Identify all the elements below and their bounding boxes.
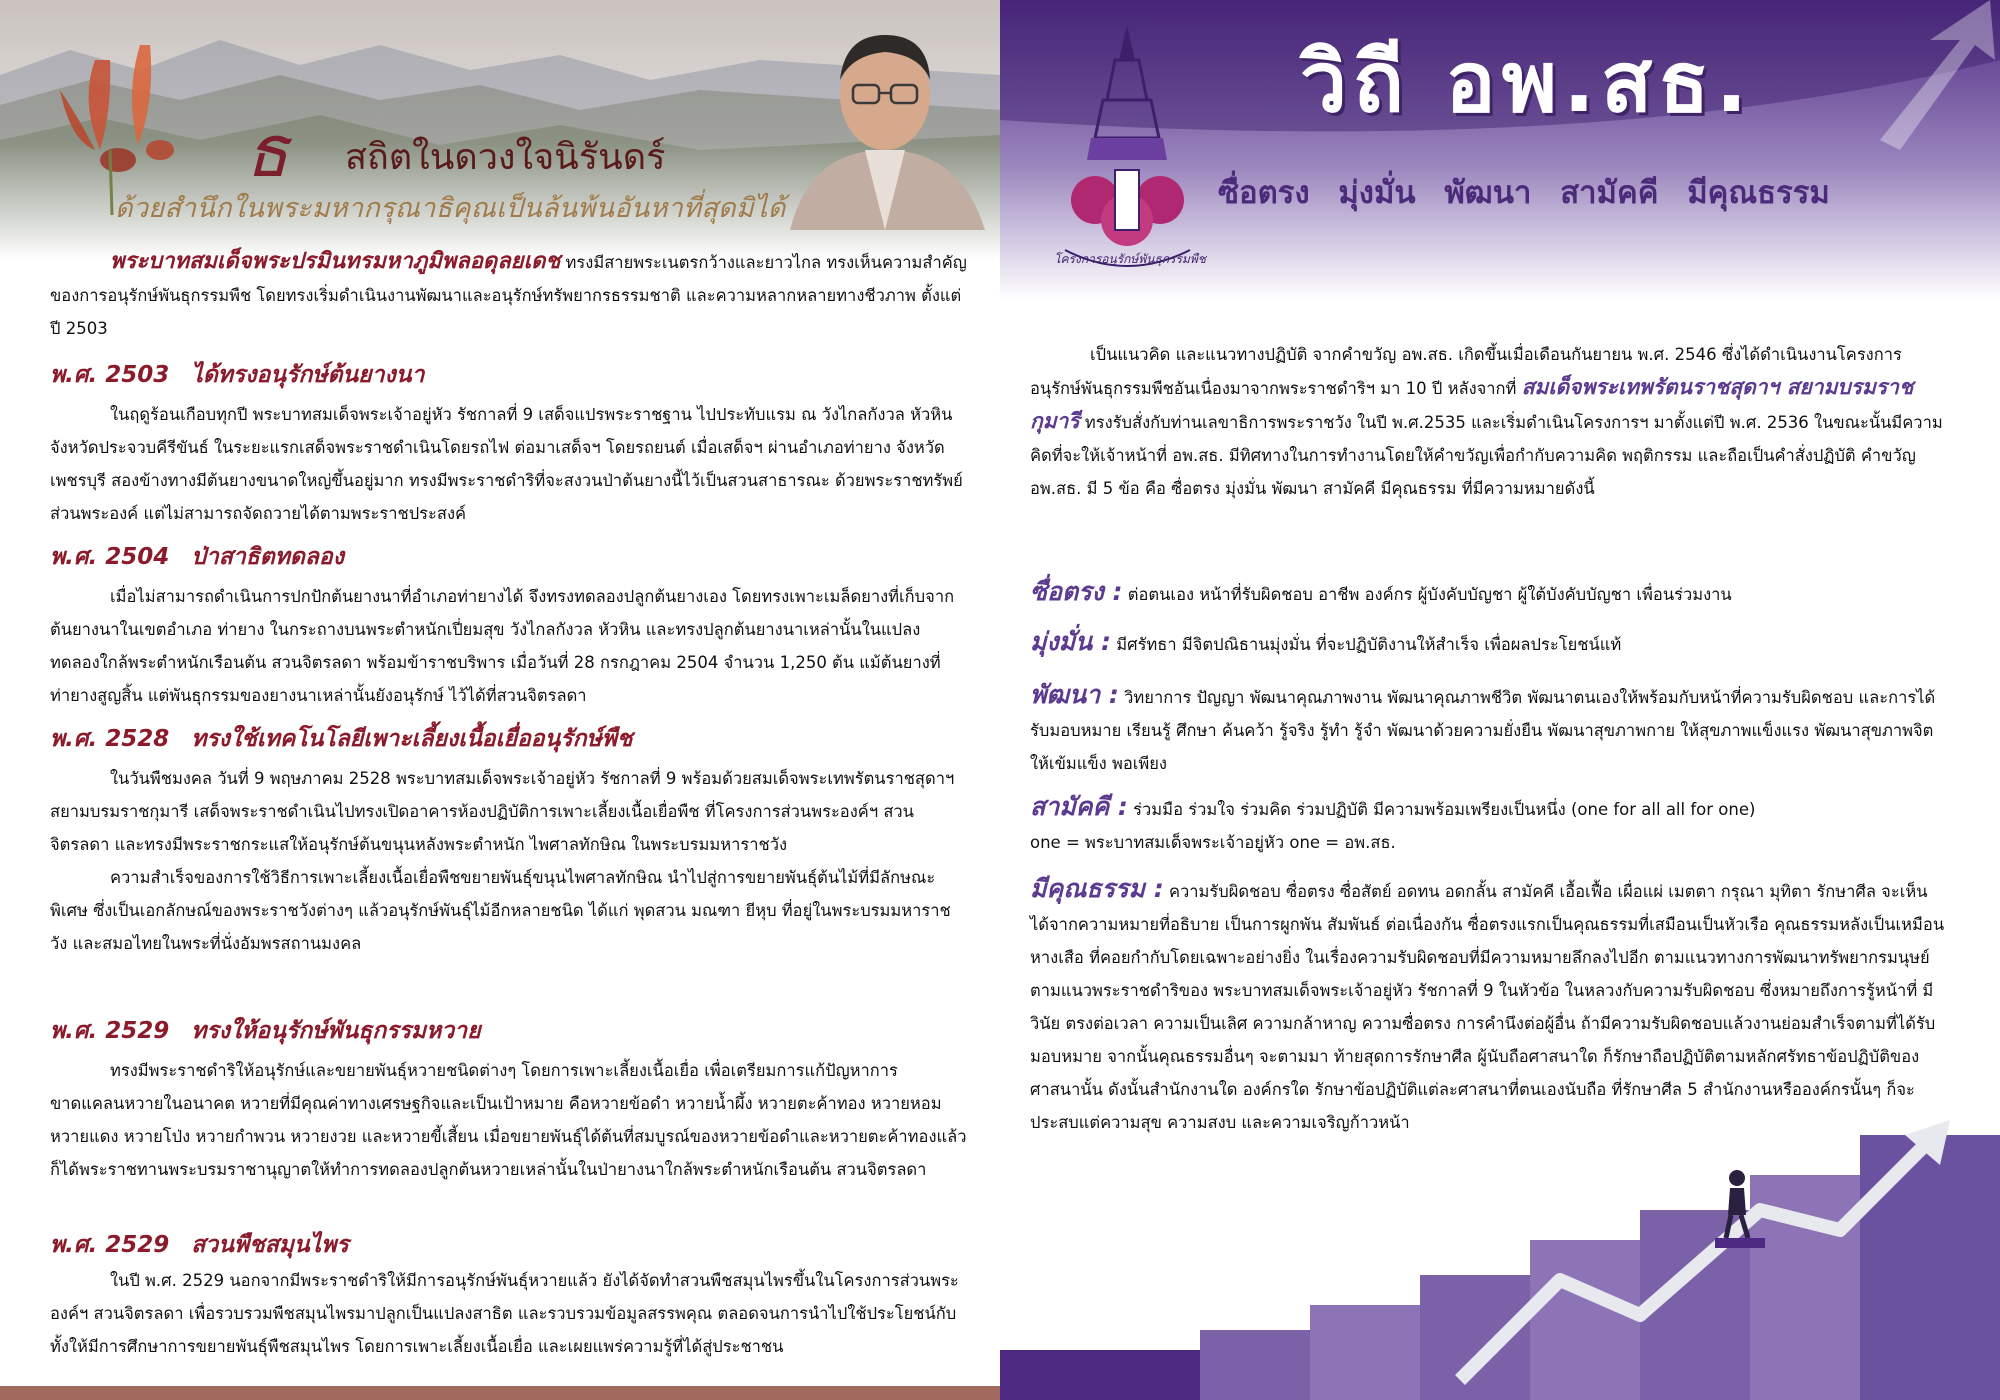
king-portrait-image <box>770 0 1000 230</box>
term-text: ร่วมมือ ร่วมใจ ร่วมคิด ร่วมปฏิบัติ มีความพร้อมเพรียงเป็นหนึ่ง (one for all all for one) <box>1127 800 1756 819</box>
section-paragraph: ในปี พ.ศ. 2529 นอกจากมีพระราชดำริให้มีการอนุรักษ์พันธุ์หวายแล้ว ยังได้จัดทำสวนพืชสมุนไพรขึ้นในโครงการส่วนพระองค์ฯ สวนจิตรลดา เพื่อรวบรวมพืชสมุนไพรมาปลูกเป็นแปลงสาธิต และรวบรวมข้อมูลสรรพคุณ ตลอดจนการนำไปใช้ประโยชน์กับทั้งให้มีการศึกษาการขยายพันธุ์พืชสมุนไพร โดยการเพาะเลี้ยงเนื้อเยื่อ และเผยแพร่ความรู้ที่ได้สู่ประชาชน <box>50 1271 959 1356</box>
term-honest <box>1030 575 1945 611</box>
section-heading-2529-herb <box>50 1230 349 1260</box>
term-label: สามัคคี : <box>1030 792 1128 821</box>
term-label: มุ่งมั่น : <box>1030 627 1111 656</box>
term-text: มีศรัทธา มีจิตปณิธานมุ่งมั่น ที่จะปฏิบัติงานให้สำเร็จ เพื่อผลประโยชน์แท้ <box>1110 635 1622 654</box>
section-title: ป่าสาธิตทดลอง <box>191 544 344 570</box>
section-paragraph: ทรงมีพระราชดำริให้อนุรักษ์และขยายพันธุ์หวายชนิดต่างๆ โดยการเพาะเลี้ยงเนื้อเยื่อ เพื่อเตรียมการแก้ปัญหาการขาดแคลนหวายในอนาคต หวายที่มีคุณค่าทางเศรษฐกิจและเป็นเป้าหมาย คือหวายข้อดำ หวายน้ำผึ้ง หวายตะค้าทอง หวายหอม หวายแดง หวายโป่ง หวายกำพวน หวายงวย และหวายขี้เสี้ยน เมื่อขยายพันธุ์ได้ต้นที่สมบูรณ์ของหวายข้อดำและหวายตะค้าทองแล้ว ก็ได้พระราชทานพระบรมราชานุญาตให้ทำการทดลองปลูกต้นหวายเหล่านั้นในป่ายางนาใกล้พระตำหนักเรือนต้น สวนจิตรลดา <box>50 1061 967 1179</box>
section-body-2503 <box>50 398 968 530</box>
section-year: พ.ศ. 2529 <box>50 1232 170 1258</box>
header-subtitle: ด้วยสำนึกในพระมหากรุณาธิคุณเป็นล้นพ้นอันหาที่สุดมิได้ <box>115 193 786 224</box>
section-heading-2529-rattan <box>50 1016 481 1046</box>
king-name: พระบาทสมเด็จพระปรมินทรมหาภูมิพลอดุลยเดช <box>110 249 561 274</box>
right-page <box>1000 0 2000 1400</box>
rspg-logo-icon <box>1055 20 1200 280</box>
right-intro-part2: ทรงรับสั่งกับท่านเลขาธิการพระราชวัง ในปี พ.ศ.2535 และเริ่มดำเนินโครงการฯ มาตั้งแต่ปี พ.ศ. 2536 ในขณะนั้นมีความคิดที่จะให้เจ้าหน้าที่ อพ.สธ. มีทิศทางในการทำงานโดยให้คำขวัญเพื่อกำกับความคิด พฤติกรรม และถือเป็นคำสั่งปฏิบัติ คำขวัญ อพ.สธ. มี 5 ข้อ คือ ซื่อตรง มุ่งมั่น พัฒนา สามัคคี มีคุณธรรม ที่มีความหมายดังนี้ <box>1030 413 1943 498</box>
term-develop <box>1030 678 1945 780</box>
term-label: พัฒนา : <box>1030 680 1119 709</box>
staircase-growth-illustration <box>1000 1080 2000 1400</box>
section-body-2504 <box>50 580 968 712</box>
header-dhi-letter: ธ <box>245 109 289 193</box>
princess-name: สมเด็จพระเทพรัตนราชสุดาฯ สยามบรมราชกุมารี <box>1030 375 1914 433</box>
term-text: ต่อตนเอง หน้าที่รับผิดชอบ อาชีพ องค์กร ผู้บังคับบัญชา ผู้ใต้บังคับบัญชา เพื่อนร่วมงาน <box>1122 585 1732 604</box>
term-label: ซื่อตรง : <box>1030 577 1123 606</box>
section-title: สวนพืชสมุนไพร <box>191 1232 349 1258</box>
section-year: พ.ศ. 2503 <box>50 362 170 388</box>
term-determined <box>1030 625 1945 661</box>
intro-paragraph <box>50 245 968 345</box>
section-paragraph: ความสำเร็จของการใช้วิธีการเพาะเลี้ยงเนื้อเยื่อพืชขยายพันธุ์ขนุนไพศาลทักษิณ นำไปสู่การขยายพันธุ์ต้นไม้ที่มีลักษณะพิเศษ ซึ่งเป็นเอกลักษณ์ของพระราชวังต่างๆ แล้วอนุรักษ์พันธุ์ไม้อีกหลายชนิด ได้แก่ พุดสวน มณฑา ยีหุบ ที่อยู่ในพระบรมมหาราชวัง และสมอไทยในพระที่นั่งอัมพรสถานมงคล <box>50 868 951 953</box>
section-heading-2504 <box>50 542 344 572</box>
intro-text: ทรงมีสายพระเนตรกว้างและยาวไกล ทรงเห็นความสำคัญของการอนุรักษ์พันธุกรรมพืช โดยทรงเริ่มดำเนินงานพัฒนาและอนุรักษ์ทรัพยากรธรรมชาติ และความหลากหลายทางชีวภาพ ตั้งแต่ปี 2503 <box>50 253 967 338</box>
term-label: มีคุณธรรม : <box>1030 874 1164 903</box>
term-text: ความรับผิดชอบ ซื่อตรง ซื่อสัตย์ อดทน อดกลั้น สามัคคี เอื้อเฟื้อ เผื่อแผ่ เมตตา กรุณา มุทิตา รักษาศีล จะเห็นได้จากความหมายที่อธิบาย เป็นการผูกพัน สัมพันธ์ ต่อเนื่องกัน ซื่อตรงแรกเป็นคุณธรรมที่เสมือนเป็นหัวเรือ คุณธรรมหลังเป็นเหมือนหางเสือ ที่คอยกำกับโดยเฉพาะอย่างยิ่ง ในเรื่องความรับผิดชอบที่มีความหมายลึกลงไปอีก ตามแนวทางการพัฒนาทรัพยากรมนุษย์ตามแนวพระราชดำริของ พระบาทสมเด็จพระเจ้าอยู่หัว รัชกาลที่ 9 ในหัวข้อ ในหลวงกับความรับผิดชอบ ซึ่งหมายถึงการรู้หน้าที่ มีวินัย ตรงต่อเวลา ความเป็นเลิศ ความกล้าหาญ ความซื่อตรง การคำนึงต่อผู้อื่น ถ้ามีความรับผิดชอบแล้วงานย่อมสำเร็จตามที่ได้รับมอบหมาย จากนั้นคุณธรรมอื่นๆ จะตามมา ท้ายสุดการรักษาศีล ผู้นับถือศาสนาใด ก็รักษาถือปฏิบัติตามหลักศรัทธาข้อปฏิบัติของศาสนานั้น ดังนั้นสำนักงานใด องค์กรใด รักษาข้อปฏิบัติแต่ละศาสนาที่ตนเองนับถือ ที่รักษาศีล 5 สำนักงานหรือองค์กรนั้นๆ ก็จะประสบแต่ความสุข ความสงบ และความเจริญก้าวหน้า <box>1030 882 1945 1132</box>
right-intro-part1: เป็นแนวคิด และแนวทางปฏิบัติ จากคำขวัญ อพ.สธ. เกิดขึ้นเมื่อเดือนกันยายน พ.ศ. 2546 ซึ่งได้ดำเนินงานโครงการอนุรักษ์พันธุกรรมพืชอันเนื่องมาจากพระราชดำริฯ มา 10 ปี หลังจากที่ <box>1030 345 1902 398</box>
section-body-2529-herb <box>50 1264 968 1363</box>
section-paragraph: ในฤดูร้อนเกือบทุกปี พระบาทสมเด็จพระเจ้าอยู่หัว รัชกาลที่ 9 เสด็จแปรพระราชฐาน ไปประทับแรม ณ วังไกลกังวล หัวหิน จังหวัดประจวบคีรีขันธ์ ในระยะแรกเสด็จพระราชดำเนินโดยรถไฟ ต่อมาเสด็จฯ โดยรถยนต์ เมื่อเสด็จฯ ผ่านอำเภอท่ายาง จังหวัดเพชรบุรี สองข้างทางมีต้นยางขนาดใหญ่ขึ้นอยู่มาก ทรงมีพระราชดำริที่จะสงวนป่าต้นยางนี้ไว้เป็นสวนสาธารณะ ด้วยพระราชทรัพย์ส่วนพระองค์ แต่ไม่สามารถจัดถวายได้ตามพระราชประสงค์ <box>50 405 963 523</box>
section-paragraph: ในวันพืชมงคล วันที่ 9 พฤษภาคม 2528 พระบาทสมเด็จพระเจ้าอยู่หัว รัชกาลที่ 9 พร้อมด้วยสมเด็จพระเทพรัตนราชสุดาฯ สยามบรมราชกุมารี เสด็จพระราชดำเนินไปทรงเปิดอาคารห้องปฏิบัติการเพาะเลี้ยงเนื้อเยื่อพืช ที่โครงการส่วนพระองค์ฯ สวนจิตรลดา และทรงมีพระราชกระแสให้อนุรักษ์ต้นขนุนหลังพระตำหนัก ไพศาลทักษิณ ในพระบรมมหาราชวัง <box>50 769 955 854</box>
section-title: ทรงให้อนุรักษ์พันธุกรรมหวาย <box>191 1018 481 1044</box>
section-body-2528 <box>50 762 968 960</box>
term-text: วิทยาการ ปัญญา พัฒนาคุณภาพงาน พัฒนาคุณภาพชีวิต พัฒนาตนเองให้พร้อมกับหน้าที่ความรับผิดชอบ และการได้รับมอบหมาย เรียนรู้ ศึกษา ค้นคว้า รู้จริง รู้ทำ รู้จำ พัฒนาด้วยความยั่งยืน พัฒนาสุขภาพกาย ให้สุขภาพแข็งแรง พัฒนาสุขภาพจิต ให้เข้มแข็ง พอเพียง <box>1030 688 1936 773</box>
section-heading-2503 <box>50 360 424 390</box>
section-heading-2528 <box>50 724 633 754</box>
right-intro <box>1030 338 1945 505</box>
section-year: พ.ศ. 2504 <box>50 544 170 570</box>
right-title: วิถี อพ.สธ. <box>1300 33 1754 131</box>
core-values: ซื่อตรง มุ่งมั่น พัฒนา สามัคคี มีคุณธรรม <box>1218 175 1830 211</box>
logo-caption: โครงการอนุรักษ์พันธุกรรมพืช <box>1054 252 1206 266</box>
section-body-2529-rattan <box>50 1054 968 1186</box>
section-title: ทรงใช้เทคโนโลยีเพาะเลี้ยงเนื้อเยื่ออนุรักษ์พืช <box>191 726 633 752</box>
term-extra: one = พระบาทสมเด็จพระเจ้าอยู่หัว one = อพ.สธ. <box>1030 833 1396 852</box>
section-paragraph: เมื่อไม่สามารถดำเนินการปกปักต้นยางนาที่อำเภอท่ายางได้ จึงทรงทดลองปลูกต้นยางเอง โดยทรงเพาะเมล็ดยางที่เก็บจากต้นยางนาในเขตอำเภอ ท่ายาง ในกระถางบนพระตำหนักเปี่ยมสุข วังไกลกังวล หัวหิน และทรงปลูกต้นยางนาเหล่านั้นในแปลงทดลองใกล้พระตำหนักเรือนต้น สวนจิตรลดา พร้อมข้าราชบริพาร เมื่อวันที่ 28 กรกฎาคม 2504 จำนวน 1,250 ต้น แม้ต้นยางที่ท่ายางสูญสิ้น แต่พันธุกรรมของยางนาเหล่านั้นยังอนุรักษ์ ไว้ได้ที่สวนจิตรลดา <box>50 587 955 705</box>
left-bottom-bar <box>0 1386 1000 1400</box>
section-year: พ.ศ. 2528 <box>50 726 170 752</box>
section-title: ได้ทรงอนุรักษ์ต้นยางนา <box>191 362 425 388</box>
term-unity <box>1030 790 1945 859</box>
section-year: พ.ศ. 2529 <box>50 1018 170 1044</box>
header-title: สถิตในดวงใจนิรันดร์ <box>345 137 666 178</box>
